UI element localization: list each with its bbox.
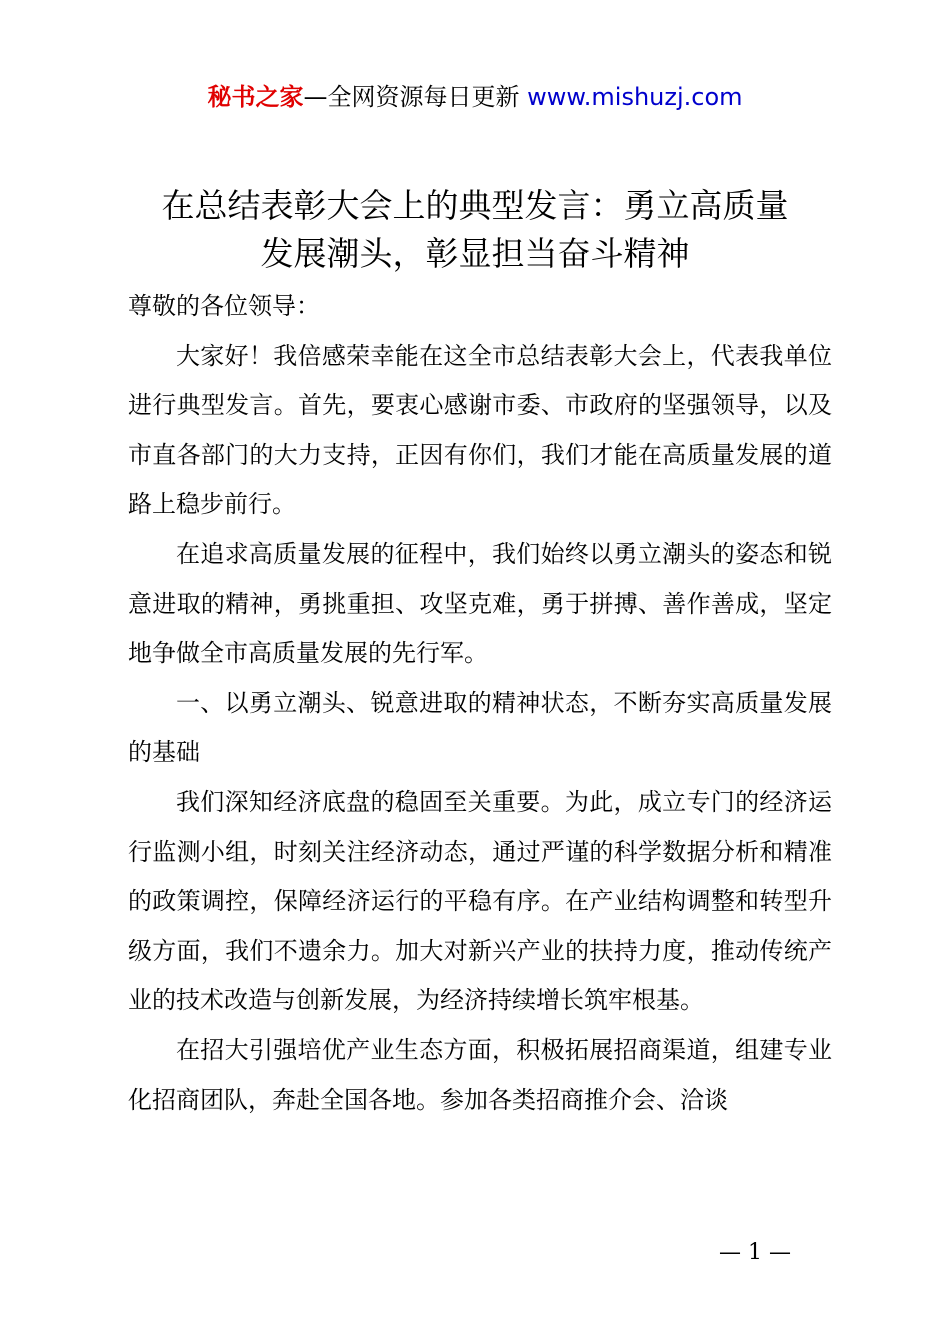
- paragraph-economy: 我们深知经济底盘的稳固至关重要。为此，成立专门的经济运行监测小组，时刻关注经济动态，通过严谨的科学数据分析和精准的政策调控，保障经济运行的平稳有序。在产业结构调整和转型升级方面，我们不遗余力。加大对新兴产业的扶持力度，推动传统产业的技术改造与创新发展，为经济持续增长筑牢根基。: [128, 787, 832, 1015]
- document-body: [128, 282, 832, 1125]
- page-number: — 1 —: [719, 1240, 791, 1265]
- document-title: [100, 182, 850, 278]
- title-line-2: 发展潮头，彰显担当奋斗精神: [260, 234, 690, 273]
- brand-name: 秘书之家: [207, 83, 304, 111]
- salutation: 尊敬的各位领导：: [128, 292, 320, 320]
- header-tagline: —全网资源每日更新: [303, 83, 528, 111]
- paragraph-intro: 在追求高质量发展的征程中，我们始终以勇立潮头的姿态和锐意进取的精神，勇挑重担、攻坚克难，勇于拼搏、善作善成，坚定地争做全市高质量发展的先行军。: [128, 539, 832, 668]
- paragraph-investment: 在招大引强培优产业生态方面，积极拓展招商渠道，组建专业化招商团队，奔赴全国各地。参加各类招商推介会、洽谈: [128, 1035, 832, 1114]
- paragraph-greeting: 大家好！我倍感荣幸能在这全市总结表彰大会上，代表我单位进行典型发言。首先，要衷心感谢市委、市政府的坚强领导，以及市直各部门的大力支持，正因有你们，我们才能在高质量发展的道路上稳步前行。: [128, 341, 832, 519]
- section-heading-1: 一、以勇立潮头、锐意进取的精神状态，不断夯实高质量发展的基础: [128, 688, 832, 767]
- site-url-link[interactable]: www.mishuzj.com: [527, 83, 743, 111]
- site-header: [0, 80, 950, 114]
- title-line-1: 在总结表彰大会上的典型发言：勇立高质量: [161, 186, 789, 225]
